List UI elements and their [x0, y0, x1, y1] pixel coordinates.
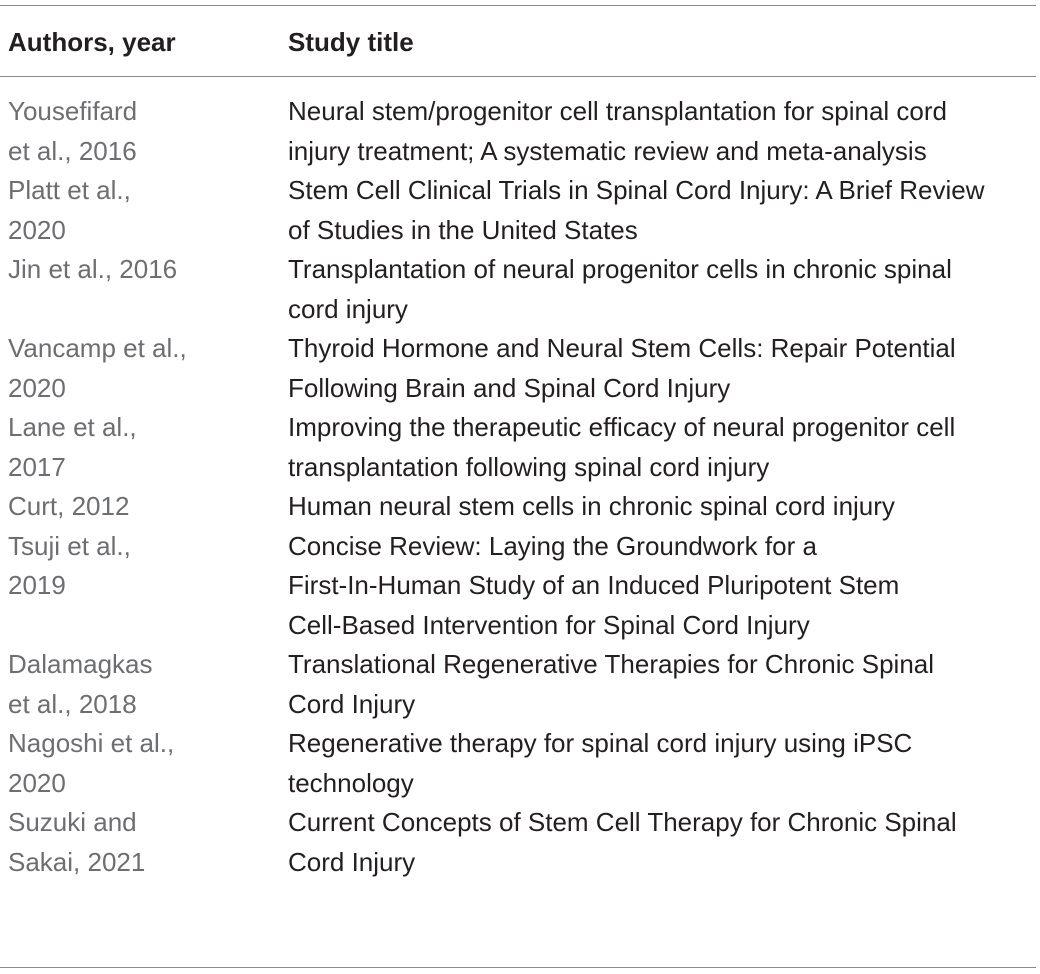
authors-cell: [0, 487, 288, 527]
study-title-cell: [288, 724, 1040, 803]
table-bottom-rule: [0, 967, 1036, 968]
study-title-cell: [288, 527, 1040, 646]
header-divider-rule: [0, 76, 1036, 77]
authors-cell: [0, 250, 288, 290]
study-title-cell: [288, 329, 1040, 408]
table-row: [0, 171, 1040, 250]
authors-line: 2019: [8, 570, 66, 600]
authors-line: et al., 2018: [8, 688, 137, 719]
authors-line: et al., 2016: [8, 135, 137, 166]
authors-cell: [0, 645, 288, 724]
table-row: [0, 487, 1040, 527]
study-title-line: Following Brain and Spinal Cord Injury: [288, 372, 731, 403]
authors-line: 2020: [8, 214, 66, 245]
authors-line: Tsuji et al.,: [8, 530, 131, 561]
study-title-cell: [288, 250, 1040, 329]
study-title-line: Improving the therapeutic efficacy of neural progenitor cell: [288, 412, 956, 442]
authors-line: Lane et al.,: [8, 412, 137, 442]
table-row: [0, 329, 1040, 408]
authors-cell: [0, 171, 288, 250]
study-title-cell: [288, 487, 1040, 527]
study-title-line: of Studies in the United States: [288, 214, 638, 245]
authors-line: Yousefifard: [8, 96, 138, 126]
table-top-rule: [0, 5, 1036, 6]
authors-cell: [0, 408, 288, 487]
study-title-cell: [288, 645, 1040, 724]
table-row: [0, 803, 1040, 882]
header-study-title: Study title: [288, 27, 414, 57]
authors-line: Platt et al.,: [8, 175, 131, 205]
authors-cell: [0, 803, 288, 882]
authors-line: Curt, 2012: [8, 491, 130, 521]
study-title-line: Cell-Based Intervention for Spinal Cord Injury: [288, 609, 810, 640]
study-title-cell: [288, 408, 1040, 487]
study-title-line: injury treatment; A systematic review and meta-analysis: [288, 135, 927, 166]
study-title-line: technology: [288, 767, 414, 798]
study-title-cell: [288, 92, 1040, 171]
study-title-line: First-In-Human Study of an Induced Pluripotent Stem: [288, 570, 900, 600]
table-body: [0, 92, 1040, 882]
study-title-line: Translational Regenerative Therapies for Chronic Spinal: [288, 649, 935, 679]
authors-line: 2017: [8, 451, 66, 482]
study-title-line: Stem Cell Clinical Trials in Spinal Cord Injury: A Brief Review: [288, 175, 985, 205]
study-title-line: Concise Review: Laying the Groundwork for a: [288, 530, 817, 561]
study-title-cell: [288, 171, 1040, 250]
authors-line: Nagoshi et al.,: [8, 728, 175, 758]
study-title-line: Cord Injury: [288, 846, 416, 877]
header-authors-year: Authors, year: [8, 27, 176, 57]
table-row: [0, 408, 1040, 487]
study-title-line: Thyroid Hormone and Neural Stem Cells: Repair Potential: [288, 333, 956, 363]
authors-cell: [0, 92, 288, 171]
table-row: [0, 724, 1040, 803]
study-title-line: Human neural stem cells in chronic spinal cord injury: [288, 491, 895, 521]
table-row: [0, 92, 1040, 171]
authors-line: Jin et al., 2016: [8, 254, 178, 284]
authors-line: Suzuki and: [8, 807, 137, 837]
authors-line: 2020: [8, 767, 66, 798]
study-title-line: Cord Injury: [288, 688, 416, 719]
table-row: [0, 527, 1040, 646]
study-title-line: Current Concepts of Stem Cell Therapy for Chronic Spinal: [288, 807, 957, 837]
study-title-line: Regenerative therapy for spinal cord injury using iPSC: [288, 728, 913, 758]
authors-line: 2020: [8, 372, 66, 403]
table-row: [0, 645, 1040, 724]
study-title-line: transplantation following spinal cord injury: [288, 451, 770, 482]
authors-line: Sakai, 2021: [8, 846, 146, 877]
study-title-line: Transplantation of neural progenitor cells in chronic spinal: [288, 254, 952, 284]
study-title-cell: [288, 803, 1040, 882]
authors-line: Dalamagkas: [8, 649, 153, 679]
study-title-line: Neural stem/progenitor cell transplantation for spinal cord: [288, 96, 948, 126]
authors-cell: [0, 329, 288, 408]
table-row: [0, 250, 1040, 329]
authors-cell: [0, 724, 288, 803]
authors-cell: [0, 527, 288, 606]
authors-line: Vancamp et al.,: [8, 333, 187, 363]
study-title-line: cord injury: [288, 293, 408, 324]
